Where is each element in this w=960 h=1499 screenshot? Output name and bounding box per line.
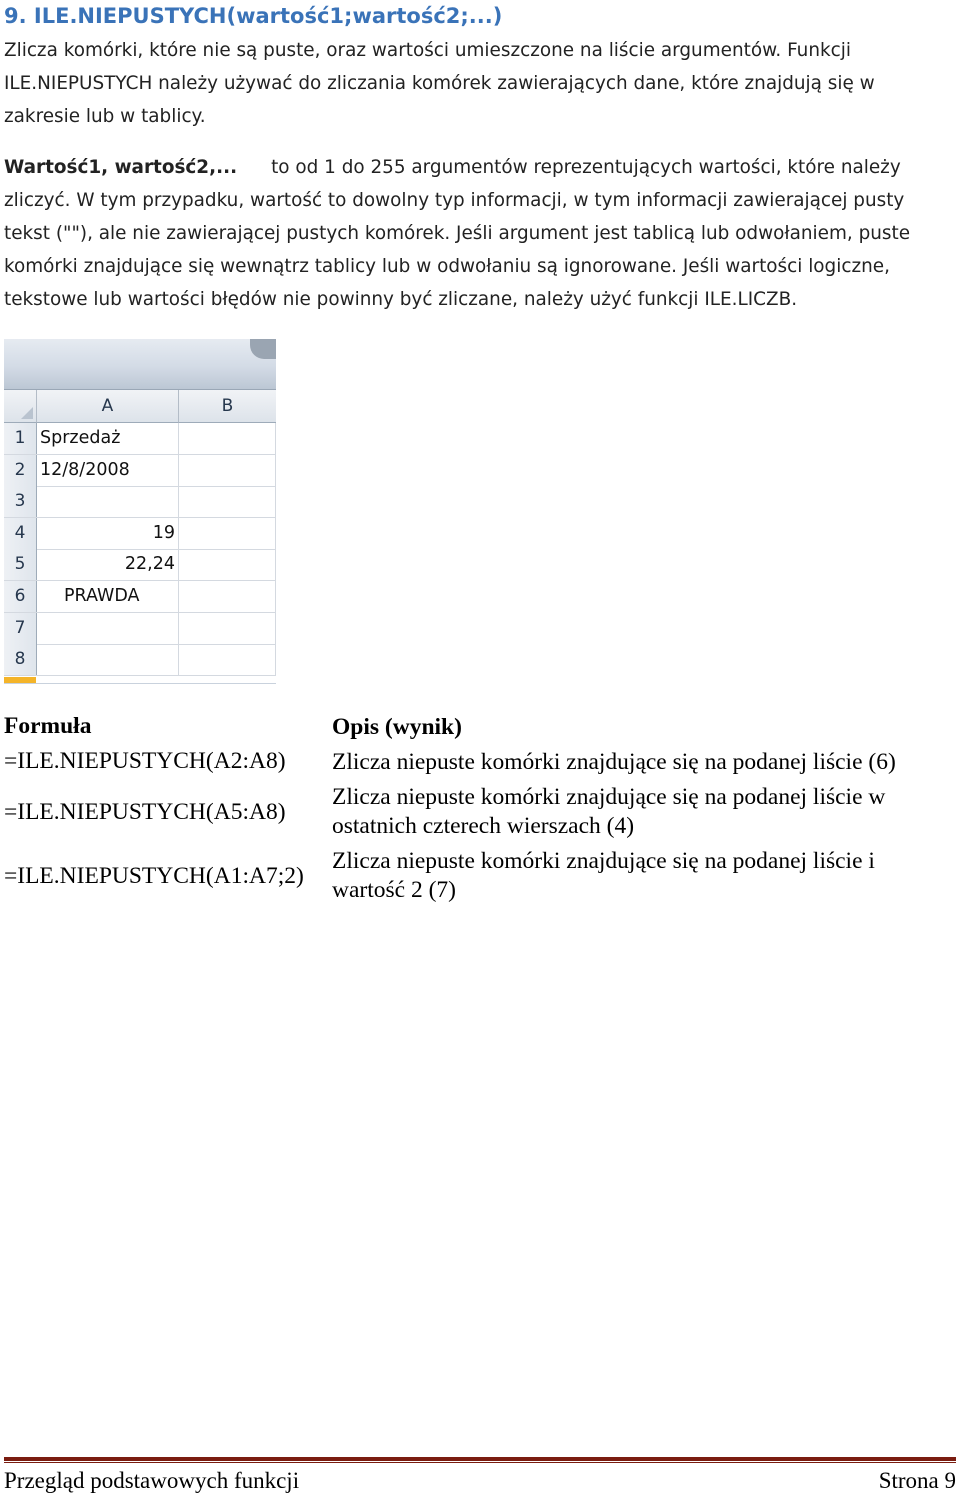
row-header: 7 — [4, 613, 37, 644]
cell-a: 19 — [37, 518, 179, 549]
row-header: 6 — [4, 581, 37, 612]
sheet-row — [4, 549, 276, 581]
sheet-row — [4, 613, 276, 645]
section-heading: 9. ILE.NIEPUSTYCH(wartość1;wartość2;...) — [4, 4, 503, 28]
sheet-row — [4, 581, 276, 613]
cell-a: Sprzedaż — [37, 423, 179, 454]
cell-b — [179, 486, 276, 517]
sheet-row — [4, 486, 276, 518]
argument-description: to od 1 do 255 argumentów reprezentujących wartości, które należy zliczyć. W tym przypadku, wartość to dowolny typ informacji, w tym informacji zawierającej pusty tekst (""), ale nie zawierającej pustych komórek. Jeśli argument jest tablicą lub odwołaniem, puste komórki znajdujące się wewnątrz tablicy lub w odwołaniu są ignorowane. Jeśli wartości logiczne, tekstowe lub wartości błędów nie powinny być zliczane, należy użyć funkcji ILE.LICZB. — [4, 157, 911, 310]
page-number: Strona 9 — [878, 1468, 956, 1493]
row-header: 5 — [4, 549, 37, 580]
footer-rule — [4, 1457, 956, 1461]
row-marker — [4, 677, 36, 683]
intro-paragraph: Zlicza komórki, które nie są puste, oraz wartości umieszczone na liście argumentów. Funkcji ILE.NIEPUSTYCH należy używać do zliczania komórek zawierających dane, które znajdują się w zakresie lub w tablicy. — [4, 40, 875, 127]
column-header-a: A — [37, 390, 179, 423]
sheet-row — [4, 518, 276, 550]
footer-rule-thin — [4, 1462, 956, 1463]
cell-a — [37, 644, 179, 675]
page-footer — [4, 1468, 956, 1494]
cell-b — [179, 581, 276, 612]
sheet-row — [4, 455, 276, 487]
cell-b — [179, 518, 276, 549]
cell-b — [179, 613, 276, 644]
cell-a — [37, 613, 179, 644]
cell-b — [179, 644, 276, 675]
formula-cell: =ILE.NIEPUSTYCH(A1:A7;2) — [4, 863, 304, 889]
cell-a — [37, 486, 179, 517]
cell-a: 22,24 — [37, 549, 179, 580]
column-header-b: B — [179, 390, 276, 423]
description-cell: Zlicza niepuste komórki znajdujące się na podanej liście i wartość 2 (7) — [332, 848, 875, 903]
argument-definition — [4, 151, 949, 316]
row-header: 8 — [4, 644, 37, 675]
row-header: 1 — [4, 423, 37, 454]
formula-cell: =ILE.NIEPUSTYCH(A2:A8) — [4, 748, 286, 774]
description-cell: Zlicza niepuste komórki znajdujące się na podanej liście (6) — [332, 749, 896, 775]
cell-a: 12/8/2008 — [37, 455, 179, 486]
cell-a: PRAWDA — [37, 581, 179, 612]
footer-title: Przegląd podstawowych funkcji — [4, 1468, 300, 1493]
row-header: 3 — [4, 486, 37, 517]
ribbon-strip — [4, 339, 276, 390]
spreadsheet-image — [4, 339, 276, 684]
header-formula: Formuła — [4, 713, 92, 739]
select-all-corner — [4, 390, 37, 423]
sheet-row — [4, 644, 276, 676]
description-cell: Zlicza niepuste komórki znajdujące się na podanej liście w ostatnich czterech wierszach (4) — [332, 784, 886, 839]
cell-b — [179, 455, 276, 486]
header-description: Opis (wynik) — [332, 714, 462, 740]
cell-b — [179, 549, 276, 580]
cell-b — [179, 423, 276, 454]
sheet-row — [4, 423, 276, 455]
row-header: 2 — [4, 455, 37, 486]
row-header: 4 — [4, 518, 37, 549]
argument-term: Wartość1, wartość2,... — [4, 157, 238, 178]
formula-cell: =ILE.NIEPUSTYCH(A5:A8) — [4, 799, 286, 825]
